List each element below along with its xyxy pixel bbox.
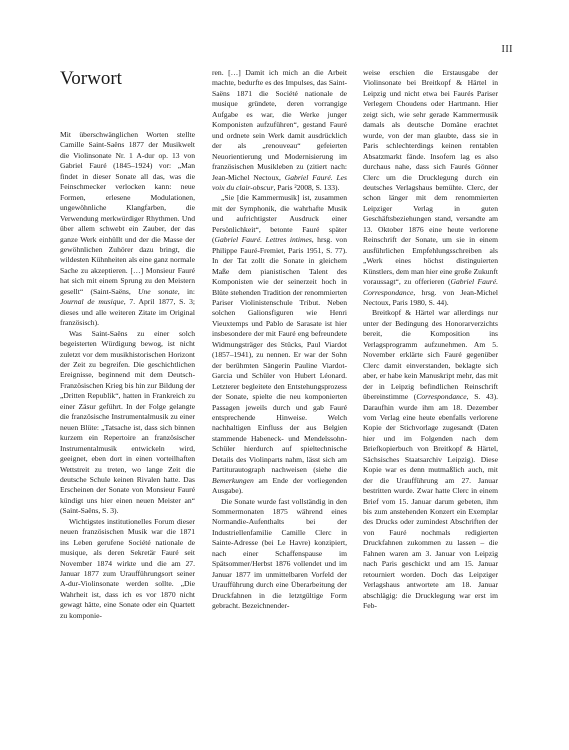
paragraph: Mit überschwänglichen Worten stellte Camille Saint-Saëns 1877 der Musikwelt die Violinsonate Nr. 1 A-dur op. 13 von Gabriel Fauré (1845–1924) vor: „Man findet in dieser Sonate all das, was die Feinschmecker verlocken kann: neue Formen, erlesene Modulationen, ungewöhnliche Klangfarben, die Verwendung merkwürdiger Rhythmen. Und über allem schwebt ein Zauber, der das ganze Werk einhüllt und der die Masse der gewöhnlichen Zuhörer dazu bringt, die wildesten Kühnheiten als eine ganz normale Sache zu akzeptieren. […] Monsieur Fauré hat sich mit einem Sprung zu den Meistern gesellt“ (Saint-Saëns, Une sonate, in: Journal de musique, 7. April 1877, S. 3; dieses und alle weiteren Zitate im Original französisch). — [60, 130, 195, 328]
paragraph: Was Saint-Saëns zu einer solch begeisterten Würdigung bewog, ist nicht zuletzt vor dem musikhistorischen Horizont der Zeit zu begreifen. Die geschichtlichen Ereignisse, beginnend mit dem Deutsch-Französischen Krieg bis hin zur Bildung der „Dritten Republik“, hatten in Frankreich zu einer Zäsur geführt. In der Folge gelangte die französische Instrumentalmusik zu einer neuen Blüte: „Tatsache ist, dass sich binnen kurzem ein Repertoire an französischer Instrumentalmusik entwickeln wird, geeignet, eben dort in einen vorteilhaften Wettstreit zu treten, wo lange Zeit die deutsche Schule keinen Rivalen hatte. Das Erscheinen der Sonate von Monsieur Fauré kündigt uns hier einen neuen Meister an“ (Saint-Saëns, S. 3). — [60, 328, 195, 516]
page-title: Vorwort — [60, 68, 122, 89]
text-column-2 — [212, 68, 347, 612]
paragraph: weise erschien die Erstausgabe der Violinsonate bei Breitkopf & Härtel in Leipzig und nicht etwa bei Faurés Pariser Verlegern Choudens oder Hartmann. Hier zeigt sich, wie sehr gerade Kammermusik damals als deutsche Domäne erachtet wurde, von der man glaubte, dass sie in Paris schlechterdings keinen rentablen Absatzmarkt fände. Insofern lag es also durchaus nahe, dass sich Faurés Gönner Clerc um die Drucklegung durch ein deutsches Verlagshaus bemühte. Clerc, der schon länger mit dem renommierten Leipziger Verlag in guten Geschäftsbeziehungen stand, versandte am 13. Oktober 1876 eine heute verlorene Reinschrift der Sonate, um sie in einem ausführlichen Empfehlungsschreiben als „Werk eines höchst distinguierten Künstlers, dem man hier eine große Zukunft voraussagt“, zu offerieren (Gabriel Fauré. Correspondance, hrsg. von Jean-Michel Nectoux, Paris 1980, S. 44). — [363, 68, 498, 307]
text-column-3 — [363, 68, 498, 612]
text-column-1 — [60, 130, 195, 621]
paragraph: ren. […] Damit ich mich an die Arbeit machte, bedurfte es des Impulses, das Saint-Saëns 1871 die Société nationale de musique gründete, deren vorrangige Aufgabe es war, die Werke junger Komponisten aufzuführen“, gestand Fauré und ordnete sein Werk damit ausdrücklich der als „renouveau“ gefeierten Neuorientierung und Modernisierung im französischen Musikleben zu (zitiert nach: Jean-Michel Nectoux, Gabriel Fauré. Les voix du clair-obscur, Paris ²2008, S. 133). — [212, 68, 347, 192]
paragraph: Wichtigstes institutionelles Forum dieser neuen französischen Musik war die 1871 ins Leben gerufene Société nationale de musique, als deren Sekretär Fauré seit November 1874 wirkte und die am 27. Januar 1877 zum Uraufführungsort seiner A-dur-Violinsonate werden sollte. „Die Wahrheit ist, dass ich es vor 1870 nicht gewagt hätte, eine Sonate oder ein Quartett zu komponie- — [60, 516, 195, 620]
paragraph: „Sie [die Kammermusik] ist, zusammen mit der Symphonik, die wahrhafte Musik und aufrichtigster Ausdruck einer Persönlichkeit“, betonte Fauré später (Gabriel Fauré. Lettres intimes, hrsg. von Philippe Fauré-Fremiet, Paris 1951, S. 77). In der Tat zollt die Sonate in gleichem Maße dem pianistischen Talent des Komponisten wie der seinerzeit hoch in Blüte stehenden Tradition der renommierten Pariser Violinistenschule Tribut. Neben solchen Galionsfiguren wie Henri Vieuxtemps und Pablo de Sarasate ist hier insbesondere der mit Fauré eng befreundete Widmungsträger des Stücks, Paul Viardot (1857–1941), zu nennen. Er war der Sohn der berühmten Sängerin Pauline Viardot-Garcia und Schüler von Hubert Léonard. Letzterer begleitete den Entstehungsprozess der Sonate, spielte die neu komponierten Passagen jeweils durch und gab Fauré entsprechende Hinweise. Welch nachhaltigen Einfluss der aus Belgien stammende Habeneck- und Mendelssohn-Schüler hierdurch auf spieltechnische Details des Violinparts nahm, lässt sich am Partiturautograph nachweisen (siehe die Bemerkungen am Ende der vorliegenden Ausgabe). — [212, 193, 347, 496]
page-number: III — [501, 44, 513, 55]
paragraph: Die Sonate wurde fast vollständig in den Sommermonaten 1875 während eines Normandie-Aufenthalts bei der Industriellenfamilie Camille Clerc in Sainte-Adresse (bei Le Havre) konzipiert, nach einer Schaffenspause im Spätsommer/Herbst 1876 vollendet und im Januar 1877 im unmittelbaren Vorfeld der Uraufführung durch eine Überarbeitung der Druckfahnen in die letztgültige Form gebracht. Bezeichnender- — [212, 496, 347, 611]
paragraph: Breitkopf & Härtel war allerdings nur unter der Bedingung des Honorarverzichts bereit, die Komposition ins Verlagsprogramm aufzunehmen. Am 5. November erklärte sich Fauré gegenüber Clerc damit einverstanden, beklagte sich aber, er habe kein Manuskript mehr, das mit der in Leipzig befindlichen Reinschrift übereinstimme (Correspondance, S. 43). Daraufhin wurde ihm am 18. Dezember vom Verlag eine heute ebenfalls verlorene Kopie der Stichvorlage zugesandt (Daten hier und im Folgenden nach dem Briefkopierbuch von Breitkopf & Härtel, Sächsisches Staatsarchiv Leipzig). Diese Kopie war es denn mutmaßlich auch, mit der die Uraufführung am 27. Januar bestritten wurde. Zwar hatte Clerc in einem Brief vom 15. Januar darum gebeten, ihm bis zum anstehenden Konzert ein Exemplar des Drucks oder zumindest Abschriften der von Fauré nochmals redigierten Druckfahnen zukommen zu lassen – die Fahnen waren am 3. Januar von Leipzig nach Paris geschickt und am 15. Januar retourniert worden. Doch das Leipziger Verlagshaus antwortete am 18. Januar abschlägig: die Drucklegung war erst im Feb- — [363, 308, 498, 611]
